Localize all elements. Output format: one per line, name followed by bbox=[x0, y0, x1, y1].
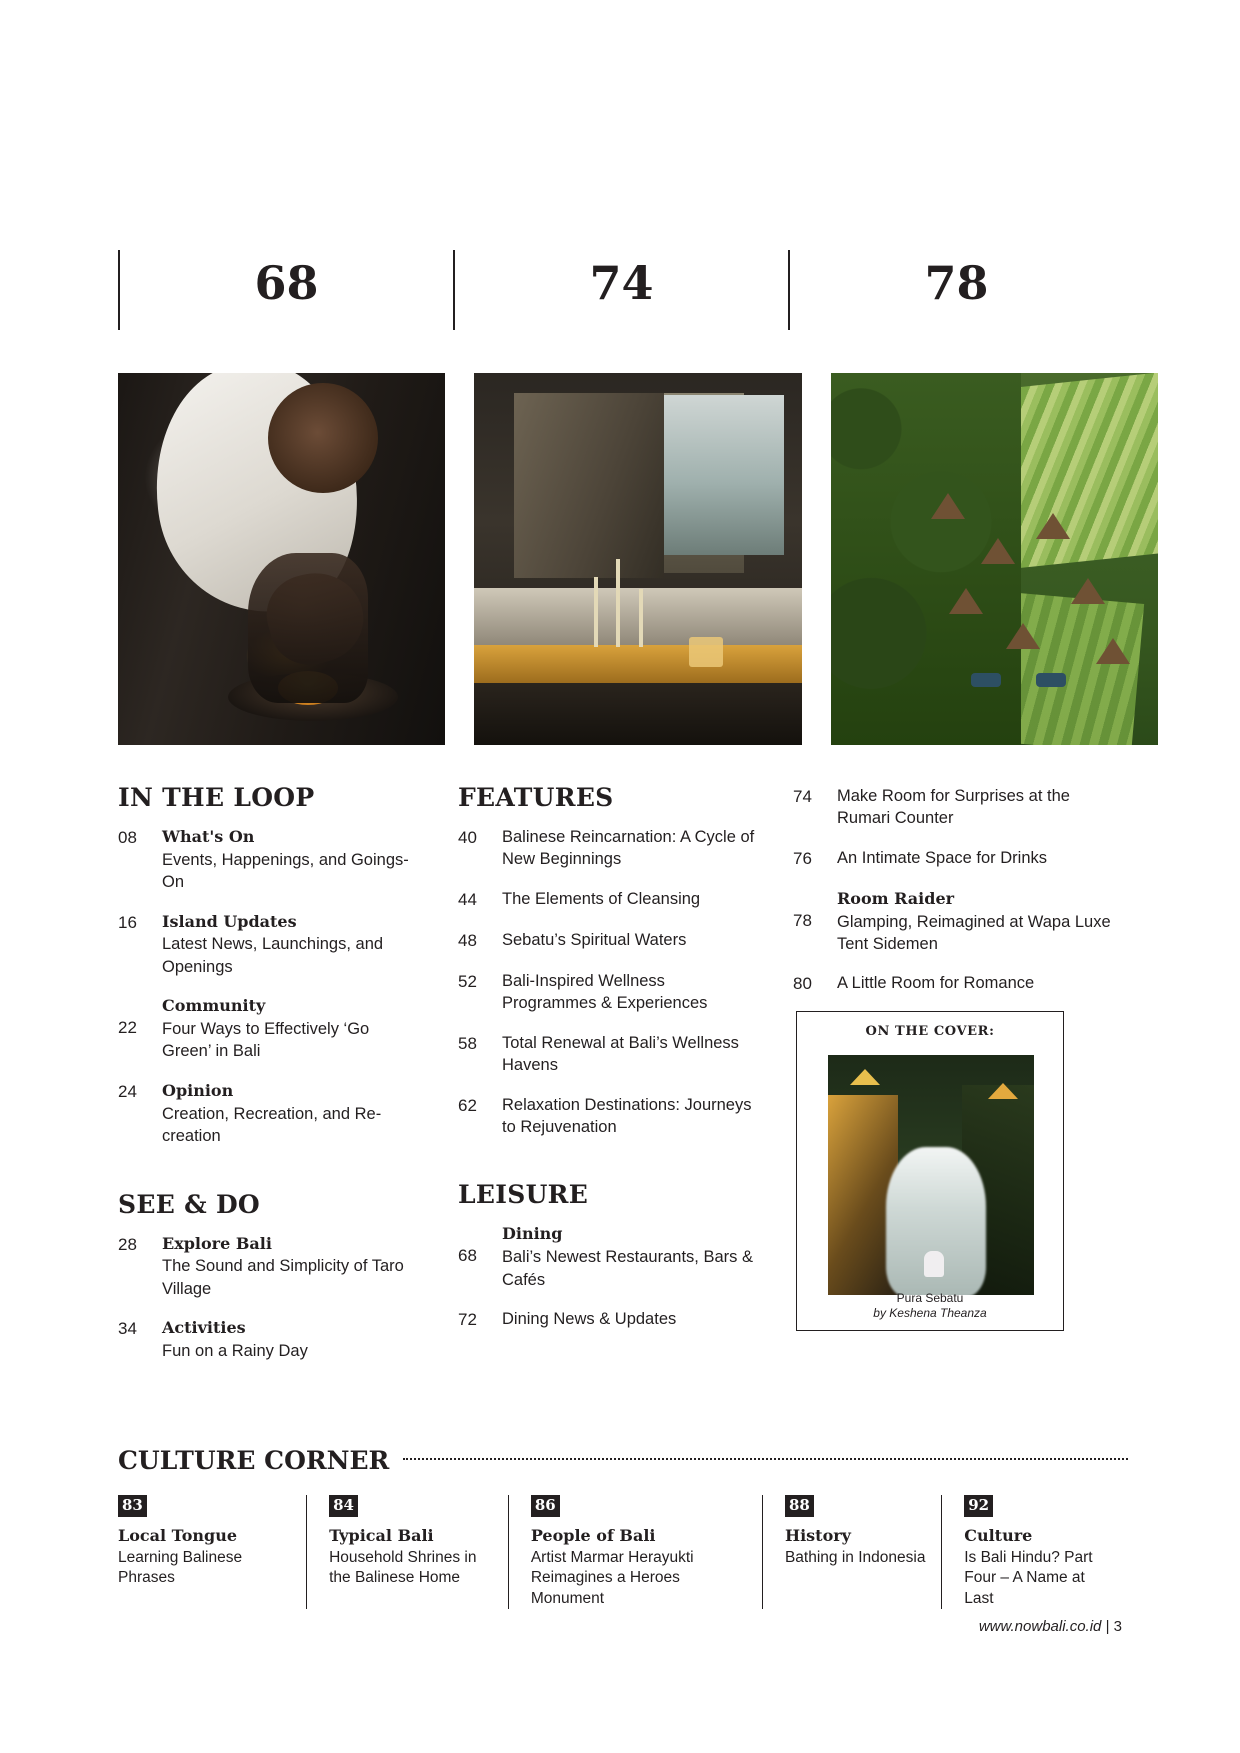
entry-title: Room Raider bbox=[837, 888, 955, 908]
entry-page-number: 72 bbox=[458, 1310, 477, 1329]
culture-corner-item[interactable] bbox=[762, 1495, 941, 1609]
entry-description: Relaxation Destinations: Journeys to Rejuvenation bbox=[502, 1095, 752, 1136]
entry-page-number: 34 bbox=[118, 1319, 137, 1339]
culture-corner-item[interactable] bbox=[941, 1495, 1128, 1609]
entry-text bbox=[162, 995, 418, 1063]
flower-stem-shape bbox=[594, 577, 598, 647]
entry-page-number: 68 bbox=[458, 1246, 477, 1266]
entry-description: Balinese Reincarnation: A Cycle of New Beginnings bbox=[502, 828, 755, 869]
contents-column-middle bbox=[458, 785, 758, 1349]
entry-description: Sebatu’s Spiritual Waters bbox=[502, 930, 687, 949]
tent-villa-shape bbox=[981, 538, 1015, 564]
entry-description: The Sound and Simplicity of Taro Village bbox=[162, 1257, 404, 1298]
entry-title: Activities bbox=[162, 1318, 246, 1338]
pool-shape bbox=[1036, 673, 1066, 687]
tent-villa-shape bbox=[931, 493, 965, 519]
entry-text bbox=[162, 911, 418, 979]
footer-separator: | bbox=[1105, 1618, 1110, 1635]
contents-entry[interactable] bbox=[118, 1317, 418, 1362]
cover-caption bbox=[797, 1291, 1063, 1322]
contents-entry[interactable] bbox=[458, 1308, 758, 1332]
entry-page-number: 80 bbox=[793, 974, 812, 994]
window-shape bbox=[664, 395, 784, 555]
entry-text bbox=[162, 1233, 418, 1301]
item-title: History bbox=[784, 1526, 851, 1545]
contents-entry[interactable] bbox=[118, 826, 418, 894]
entry-page-number: 08 bbox=[118, 828, 137, 847]
item-description: Household Shrines in the Balinese Home bbox=[329, 1549, 477, 1587]
section-heading-features: FEATURES bbox=[458, 783, 614, 812]
feature-page-numbers-row bbox=[118, 250, 1123, 340]
contents-entry[interactable] bbox=[458, 1094, 758, 1139]
entry-text bbox=[502, 1223, 758, 1291]
entry-page-number: 24 bbox=[118, 1081, 137, 1101]
entry-text bbox=[162, 1317, 418, 1362]
entry-description: Total Renewal at Bali’s Wellness Havens bbox=[502, 1033, 739, 1075]
entry-page-number: 76 bbox=[793, 848, 812, 868]
entry-page-number: 28 bbox=[118, 1234, 137, 1254]
entry-description: Glamping, Reimagined at Wapa Luxe Tent Sidemen bbox=[837, 912, 1111, 953]
serving-stone-shape bbox=[228, 673, 398, 721]
entry-page-number: 74 bbox=[793, 787, 812, 806]
contents-column-right bbox=[793, 785, 1113, 1013]
item-description: Is Bali Hindu? Part Four – A Name at Last bbox=[964, 1549, 1093, 1607]
section-heading-see-and-do: SEE & DO bbox=[118, 1189, 260, 1219]
entry-description: Make Room for Surprises at the Rumari Counter bbox=[837, 787, 1070, 828]
culture-corner-item[interactable] bbox=[118, 1495, 306, 1609]
entry-page-number: 62 bbox=[458, 1095, 477, 1115]
contents-entry[interactable] bbox=[118, 1233, 418, 1301]
cover-caption-credit: by Keshena Theanza bbox=[873, 1306, 987, 1321]
item-title: People of Bali bbox=[530, 1526, 656, 1545]
item-description: Bathing in Indonesia bbox=[784, 1549, 926, 1566]
on-the-cover-label: ON THE COVER: bbox=[865, 1024, 995, 1039]
entry-description: Bali’s Newest Restaurants, Bars & Cafés bbox=[502, 1248, 753, 1289]
entry-page-number: 16 bbox=[118, 912, 137, 932]
item-page-number: 86 bbox=[531, 1495, 560, 1517]
entry-page-number: 48 bbox=[458, 930, 477, 950]
entry-description: Four Ways to Effectively ‘Go Green’ in Bali bbox=[162, 1020, 370, 1061]
website-url[interactable]: www.nowbali.co.id bbox=[978, 1618, 1102, 1635]
entry-title: What's On bbox=[162, 827, 255, 846]
tent-villa-shape bbox=[1096, 638, 1130, 664]
entry-title: Explore Bali bbox=[162, 1233, 272, 1253]
feature-number-cell-2 bbox=[453, 250, 788, 330]
entry-text bbox=[837, 888, 1113, 956]
tent-villa-shape bbox=[1071, 578, 1105, 604]
culture-corner-item[interactable] bbox=[508, 1495, 762, 1609]
wood-panel-shape bbox=[514, 393, 664, 578]
entry-text bbox=[162, 826, 418, 894]
entry-page-number: 78 bbox=[793, 910, 812, 930]
restaurant-counter-photo bbox=[474, 373, 801, 745]
entry-description: Latest News, Launchings, and Openings bbox=[162, 935, 384, 976]
entry-description: Bali-Inspired Wellness Programmes & Experiences bbox=[502, 971, 708, 1013]
chef-plating-photo bbox=[118, 373, 445, 745]
entry-page-number: 52 bbox=[458, 971, 477, 991]
contents-entry[interactable] bbox=[793, 888, 1113, 956]
plated-dish-shape bbox=[278, 671, 338, 705]
dotted-rule-divider bbox=[403, 1457, 1128, 1460]
entry-page-number: 22 bbox=[118, 1018, 137, 1038]
glass-shape bbox=[689, 637, 723, 667]
aerial-tented-villas-photo bbox=[831, 373, 1158, 745]
counter-top-shape bbox=[474, 588, 801, 648]
page-footer bbox=[979, 1618, 1122, 1635]
entry-title: Opinion bbox=[162, 1080, 234, 1100]
entry-title: Island Updates bbox=[162, 911, 297, 931]
contents-entry[interactable] bbox=[458, 1223, 758, 1291]
footer-page-number: 3 bbox=[1113, 1618, 1122, 1635]
cover-caption-title: Pura Sebatu bbox=[896, 1290, 964, 1305]
feature-number-cell-3 bbox=[788, 250, 1123, 330]
item-page-number: 83 bbox=[118, 1495, 147, 1517]
contents-entry[interactable] bbox=[118, 911, 418, 979]
contents-entry[interactable] bbox=[118, 1080, 418, 1148]
flower-stem-shape bbox=[616, 559, 620, 647]
contents-entry[interactable] bbox=[458, 929, 758, 953]
on-the-cover-box bbox=[796, 1011, 1064, 1331]
item-description: Learning Balinese Phrases bbox=[118, 1549, 243, 1587]
entry-description: Fun on a Rainy Day bbox=[162, 1341, 308, 1360]
entry-description: The Elements of Cleansing bbox=[502, 889, 701, 908]
feature-page-number: 78 bbox=[924, 256, 989, 310]
entry-title: Dining bbox=[502, 1224, 563, 1244]
item-title: Culture bbox=[964, 1526, 1033, 1545]
section-heading-in-the-loop: IN THE LOOP bbox=[118, 783, 315, 812]
tent-villa-shape bbox=[1036, 513, 1070, 539]
item-title: Typical Bali bbox=[329, 1526, 434, 1545]
ceremonial-umbrella-icon bbox=[988, 1083, 1018, 1099]
counter-base-shape bbox=[474, 683, 801, 745]
entry-page-number: 58 bbox=[458, 1033, 477, 1053]
tent-villa-shape bbox=[1006, 623, 1040, 649]
culture-corner-header bbox=[118, 1448, 1128, 1473]
entry-page-number: 44 bbox=[458, 889, 477, 909]
entry-description: Events, Happenings, and Goings-On bbox=[162, 850, 409, 892]
contents-entry[interactable] bbox=[458, 970, 758, 1015]
entry-text bbox=[162, 1080, 418, 1148]
bather-shape bbox=[924, 1251, 944, 1277]
entry-title: Community bbox=[162, 996, 266, 1016]
contents-entry[interactable] bbox=[793, 785, 1113, 830]
contents-entry[interactable] bbox=[793, 972, 1113, 996]
entry-page-number: 40 bbox=[458, 828, 477, 847]
culture-corner-items bbox=[118, 1495, 1128, 1609]
chef-hands-shape bbox=[258, 562, 373, 674]
contents-entry[interactable] bbox=[793, 847, 1113, 871]
contents-entry[interactable] bbox=[458, 826, 758, 871]
contents-entry[interactable] bbox=[458, 1032, 758, 1077]
item-page-number: 92 bbox=[964, 1495, 993, 1517]
contents-column-left bbox=[118, 785, 418, 1379]
entry-description: Creation, Recreation, and Re-creation bbox=[162, 1104, 382, 1146]
hero-image-row bbox=[118, 373, 1158, 745]
entry-description: A Little Room for Romance bbox=[837, 974, 1035, 993]
section-heading-culture-corner: CULTURE CORNER bbox=[118, 1446, 390, 1475]
section-heading-leisure: LEISURE bbox=[458, 1180, 589, 1210]
ceremonial-umbrella-icon bbox=[850, 1069, 880, 1085]
cover-waterfall-photo bbox=[828, 1055, 1034, 1295]
culture-corner-item[interactable] bbox=[306, 1495, 508, 1609]
feature-page-number: 74 bbox=[589, 256, 654, 310]
flower-stem-shape bbox=[639, 589, 643, 647]
culture-corner-section bbox=[118, 1448, 1128, 1609]
pool-shape bbox=[971, 673, 1001, 687]
item-page-number: 88 bbox=[785, 1495, 814, 1517]
item-title: Local Tongue bbox=[118, 1526, 238, 1545]
chef-head-shape bbox=[268, 383, 378, 493]
contents-entry[interactable] bbox=[458, 888, 758, 912]
contents-entry[interactable] bbox=[118, 995, 418, 1063]
feature-page-number: 68 bbox=[254, 256, 319, 310]
counter-front-shape bbox=[474, 645, 801, 685]
feature-number-cell-1 bbox=[118, 250, 453, 330]
entry-description: An Intimate Space for Drinks bbox=[837, 848, 1048, 867]
item-page-number: 84 bbox=[329, 1495, 358, 1517]
tent-villa-shape bbox=[949, 588, 983, 614]
item-description: Artist Marmar Herayukti Reimagines a Heroes Monument bbox=[530, 1549, 694, 1607]
entry-description: Dining News & Updates bbox=[502, 1310, 677, 1328]
